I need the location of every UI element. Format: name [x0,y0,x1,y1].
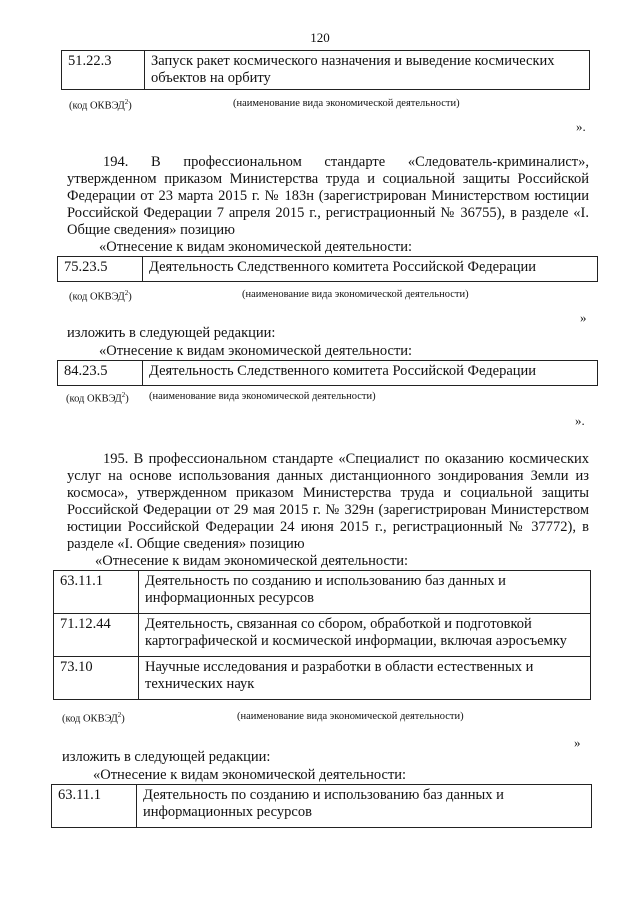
okved-code: 63.11.1 [54,571,139,614]
okved-code: 84.23.5 [58,361,143,386]
table-row [54,657,591,700]
okved-table-3 [57,360,598,386]
caption-code: (код ОКВЭД$^2$) [62,711,125,725]
caption-name: (наименование вида экономической деятельности) [237,711,464,722]
paragraph-text: В профессиональном стандарте «Следователь-криминалист», утвержденном приказом Министерства труда и социальной защиты Российской Федерации от 23 марта 2015 г. № 183н (зарегистрирован Министерством юстиции Российской Федерации 7 апреля 2015 г., регистрационный № 36755), в разделе «I. Общие сведения» позицию [67,154,590,238]
okved-code: 63.11.1 [52,785,137,828]
paragraph-text: В профессиональном стандарте «Специалист по оказанию космических услуг на основе использования данных дистанционного зондирования Земли из космоса», утвержденном приказом Министерства труда и социальной защиты Российской Федерации от 29 мая 2015 г. № 329н (зарегистрирован Министерством юстиции Российской Федерации 24 июня 2015 г., регистрационный № 37772), в разделе «I. Общие сведения» позицию [67,451,590,552]
table-row [62,51,590,90]
relation-line: «Отнесение к видам экономической деятельности: [95,553,409,569]
okved-table-1 [61,50,590,90]
table-row [54,571,591,614]
okved-code: 73.10 [54,657,139,700]
caption-name: (наименование вида экономической деятельности) [149,391,376,402]
closing-quote: » [574,735,581,750]
okved-description: Запуск ракет космического назначения и выведение космических объектов на орбиту [145,51,590,90]
paragraph-194 [67,154,589,239]
okved-description: Деятельность, связанная со сбором, обработкой и подготовкой картографической и космической информации, включая аэросъемку [139,614,591,657]
caption-name: (наименование вида экономической деятельности) [233,98,460,109]
closing-quote: ». [576,119,586,134]
paragraph-number: 195. [103,451,129,467]
caption-code: (код ОКВЭД$^2$) [66,391,129,405]
table-row [52,785,592,828]
caption-name: (наименование вида экономической деятельности) [242,289,469,300]
okved-description: Деятельность по созданию и использованию баз данных и информационных ресурсов [139,571,591,614]
okved-description: Научные исследования и разработки в области естественных и технических наук [139,657,591,700]
paragraph-number: 194. [103,154,129,170]
table-row [58,257,598,282]
okved-code: 75.23.5 [58,257,143,282]
paragraph-195 [67,451,589,553]
page-number: 120 [310,30,330,45]
closing-quote: ». [575,413,585,428]
caption-code: (код ОКВЭД$^2$) [69,289,132,303]
okved-code: 51.22.3 [62,51,145,90]
closing-quote: » [580,310,587,325]
okved-description: Деятельность Следственного комитета Российской Федерации [143,257,598,282]
table-row [58,361,598,386]
caption-code: (код ОКВЭД$^2$) [69,98,132,112]
statement-next-edition: изложить в следующей редакции: [67,325,276,341]
table-row [54,614,591,657]
okved-table-5 [51,784,592,828]
relation-line: «Отнесение к видам экономической деятельности: [99,343,413,359]
okved-description: Деятельность Следственного комитета Российской Федерации [143,361,598,386]
okved-description: Деятельность по созданию и использованию баз данных и информационных ресурсов [137,785,592,828]
okved-table-2 [57,256,598,282]
relation-line: «Отнесение к видам экономической деятельности: [99,239,413,255]
okved-code: 71.12.44 [54,614,139,657]
okved-table-4 [53,570,591,700]
relation-line: «Отнесение к видам экономической деятельности: [93,767,407,783]
statement-next-edition: изложить в следующей редакции: [62,749,271,765]
